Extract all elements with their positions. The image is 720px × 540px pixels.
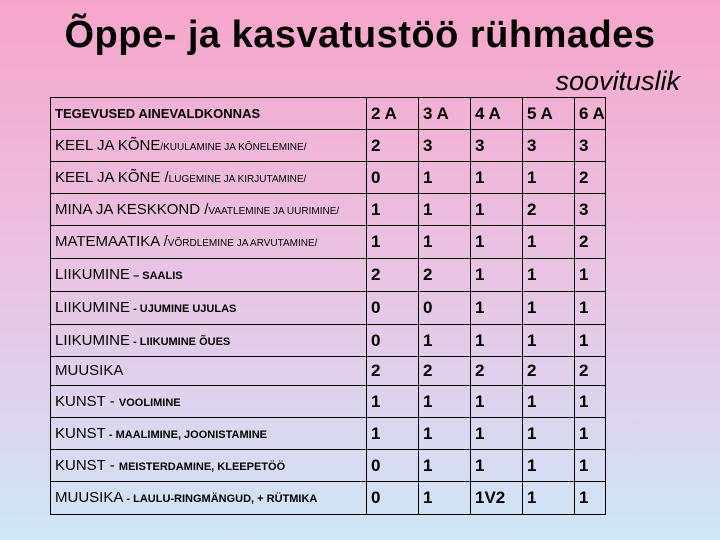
activity-main: MINA JA KESKKOND / bbox=[55, 200, 209, 218]
header-group: 4 A bbox=[471, 98, 523, 130]
value-cell: 1 bbox=[575, 482, 606, 515]
header-activity: TEGEVUSED AINEVALDKONNAS bbox=[51, 98, 367, 130]
value-cell: 0 bbox=[367, 162, 419, 194]
header-group: 2 A bbox=[367, 98, 419, 130]
value-cell: 1 bbox=[523, 325, 575, 357]
activity-main: LIIKUMINE bbox=[55, 299, 131, 316]
activity-main: LIIKUMINE bbox=[55, 331, 131, 349]
header-group: 6 A bbox=[575, 98, 606, 130]
activity-main: KEEL JA KÕNE bbox=[55, 136, 161, 154]
value-cell: 1 bbox=[471, 226, 523, 259]
value-cell: 0 bbox=[419, 292, 471, 325]
table-row bbox=[51, 386, 606, 418]
value-cell: 1 bbox=[419, 386, 471, 418]
value-cell: 1 bbox=[523, 226, 575, 259]
value-cell: 1 bbox=[419, 450, 471, 482]
activity-detail: - LIIKUMINE ÕUES bbox=[130, 335, 231, 348]
header-group: 3 A bbox=[419, 98, 471, 130]
table-row bbox=[51, 259, 606, 292]
table-row bbox=[51, 418, 606, 450]
value-cell: 1 bbox=[523, 259, 575, 292]
activity-cell bbox=[51, 194, 367, 226]
value-cell: 1 bbox=[419, 325, 471, 357]
activity-cell bbox=[51, 357, 367, 386]
value-cell: 1 bbox=[523, 162, 575, 194]
value-cell: 1 bbox=[471, 162, 523, 194]
activity-detail: - MAALIMINE, JOONISTAMINE bbox=[105, 428, 267, 441]
activity-cell bbox=[51, 292, 367, 325]
activity-main: KUNST - bbox=[55, 392, 119, 410]
activity-cell bbox=[51, 418, 367, 450]
value-cell: 0 bbox=[367, 325, 419, 357]
value-cell: 0 bbox=[367, 450, 419, 482]
activity-cell bbox=[51, 162, 367, 194]
activity-cell bbox=[51, 226, 367, 259]
value-cell: 1 bbox=[419, 226, 471, 259]
table-row bbox=[51, 130, 606, 162]
value-cell: 1 bbox=[471, 292, 523, 325]
table-row bbox=[51, 194, 606, 226]
activity-cell bbox=[51, 130, 367, 162]
value-cell: 2 bbox=[523, 194, 575, 226]
value-cell: 0 bbox=[367, 292, 419, 325]
value-cell: 1 bbox=[367, 226, 419, 259]
table-row bbox=[51, 482, 606, 515]
activity-cell bbox=[51, 450, 367, 482]
value-cell: 2 bbox=[575, 226, 606, 259]
activity-cell bbox=[51, 325, 367, 357]
header-group: 5 A bbox=[523, 98, 575, 130]
page-subtitle: soovituslik bbox=[555, 66, 680, 96]
value-cell: 1 bbox=[367, 386, 419, 418]
table-row bbox=[51, 226, 606, 259]
value-cell: 1 bbox=[471, 325, 523, 357]
activity-main: LIIKUMINE bbox=[55, 266, 131, 283]
value-cell: 3 bbox=[419, 130, 471, 162]
activity-cell bbox=[51, 386, 367, 418]
activity-detail: - UJUMINE UJULAS bbox=[130, 303, 237, 315]
value-cell: 1 bbox=[523, 292, 575, 325]
activity-detail: – SAALIS bbox=[130, 270, 183, 282]
table-header-row bbox=[51, 98, 606, 130]
value-cell: 1 bbox=[471, 194, 523, 226]
activity-main: KUNST bbox=[55, 424, 106, 442]
value-cell: 3 bbox=[471, 130, 523, 162]
activity-detail: MEISTERDAMINE, KLEEPETÖÖ bbox=[118, 460, 286, 473]
value-cell: 1 bbox=[471, 259, 523, 292]
value-cell: 1V2 bbox=[471, 482, 523, 515]
value-cell: 1 bbox=[575, 325, 606, 357]
value-cell: 1 bbox=[419, 482, 471, 515]
value-cell: 1 bbox=[419, 162, 471, 194]
value-cell: 2 bbox=[367, 130, 419, 162]
activity-detail: /KUULAMINE JA KÕNELEMINE/ bbox=[160, 141, 307, 153]
value-cell: 1 bbox=[575, 386, 606, 418]
activity-main: KEEL JA KÕNE / bbox=[55, 168, 169, 186]
value-cell: 1 bbox=[471, 386, 523, 418]
activity-detail: VÕRDLEMINE JA ARVUTAMINE/ bbox=[167, 238, 318, 249]
activity-main: MUUSIKA bbox=[55, 362, 124, 379]
value-cell: 2 bbox=[471, 357, 523, 386]
value-cell: 1 bbox=[471, 418, 523, 450]
table-row bbox=[51, 357, 606, 386]
activity-main: MUUSIKA bbox=[55, 489, 124, 506]
value-cell: 2 bbox=[367, 259, 419, 292]
value-cell: 1 bbox=[523, 418, 575, 450]
value-cell: 1 bbox=[367, 194, 419, 226]
value-cell: 2 bbox=[419, 357, 471, 386]
value-cell: 2 bbox=[575, 357, 606, 386]
activity-detail: - LAULU-RINGMÄNGUD, + RÜTMIKA bbox=[123, 493, 318, 505]
value-cell: 1 bbox=[575, 259, 606, 292]
value-cell: 2 bbox=[419, 259, 471, 292]
value-cell: 3 bbox=[523, 130, 575, 162]
activity-table bbox=[50, 97, 606, 515]
activity-detail: VAATLEMINE JA UURIMINE/ bbox=[208, 205, 340, 217]
value-cell: 3 bbox=[575, 194, 606, 226]
value-cell: 1 bbox=[575, 450, 606, 482]
value-cell: 1 bbox=[575, 418, 606, 450]
value-cell: 1 bbox=[523, 482, 575, 515]
value-cell: 0 bbox=[367, 482, 419, 515]
value-cell: 1 bbox=[367, 418, 419, 450]
table-row bbox=[51, 292, 606, 325]
value-cell: 3 bbox=[575, 130, 606, 162]
table-row bbox=[51, 162, 606, 194]
value-cell: 1 bbox=[575, 292, 606, 325]
activity-main: KUNST - bbox=[55, 456, 119, 474]
value-cell: 1 bbox=[471, 450, 523, 482]
activity-detail: LUGEMINE JA KIRJUTAMINE/ bbox=[168, 173, 307, 185]
activity-main: MATEMAATIKA / bbox=[55, 233, 168, 250]
activity-cell bbox=[51, 482, 367, 515]
value-cell: 2 bbox=[575, 162, 606, 194]
value-cell: 1 bbox=[523, 386, 575, 418]
value-cell: 1 bbox=[523, 450, 575, 482]
value-cell: 2 bbox=[523, 357, 575, 386]
value-cell: 1 bbox=[419, 194, 471, 226]
page-title: Õppe- ja kasvatustöö rühmades bbox=[64, 14, 656, 56]
activity-detail: VOOLIMINE bbox=[118, 396, 181, 409]
table-row bbox=[51, 325, 606, 357]
activity-cell bbox=[51, 259, 367, 292]
table-row bbox=[51, 450, 606, 482]
value-cell: 2 bbox=[367, 357, 419, 386]
value-cell: 1 bbox=[419, 418, 471, 450]
